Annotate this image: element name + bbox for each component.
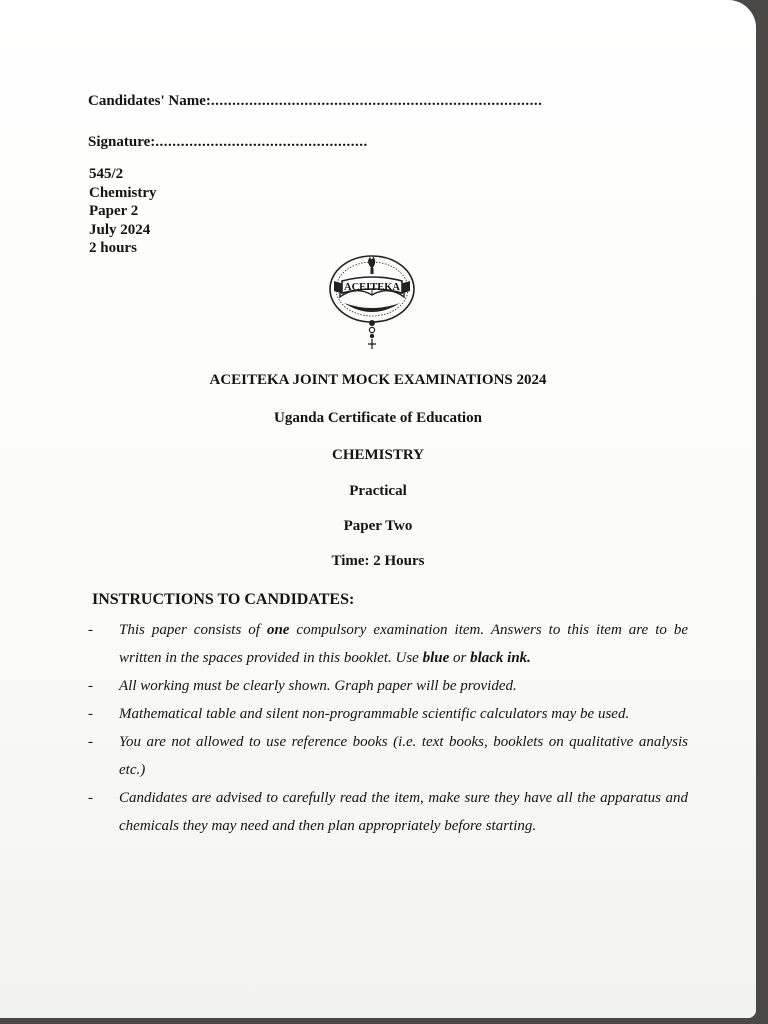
- paper-number: Paper 2: [89, 203, 139, 219]
- logo-text: ACEITEKA: [343, 282, 401, 293]
- instruction-text: Mathematical table and silent non-programmable scientific calculators may be used.: [119, 706, 630, 722]
- instruction-item: [88, 700, 688, 728]
- paper-code: 545/2: [89, 166, 124, 182]
- bullet-dash: -: [88, 734, 93, 750]
- instruction-text: compulsory examination item. Answers to this item are to be written in the spaces provided in this booklet. Use: [119, 622, 688, 666]
- instruction-text: or: [449, 650, 471, 666]
- candidate-name-field: [88, 93, 542, 110]
- time-allowed: Time: 2 Hours: [331, 553, 425, 569]
- bullet-dash: -: [88, 790, 93, 806]
- instruction-text: This paper consists of: [119, 622, 267, 638]
- instruction-item: [88, 728, 688, 784]
- bullet-dash: -: [88, 678, 93, 694]
- signature-dots: ..................................................: [155, 134, 368, 150]
- certificate-title: Uganda Certificate of Education: [274, 410, 482, 426]
- instruction-emphasis: one: [266, 622, 290, 638]
- instruction-item: [88, 784, 688, 840]
- candidate-name-label: Candidates' Name:: [88, 93, 211, 109]
- instructions-list: [88, 616, 688, 840]
- exam-title: ACEITEKA JOINT MOCK EXAMINATIONS 2024: [209, 372, 547, 388]
- aceiteka-logo: [326, 251, 418, 351]
- paper-subject: Chemistry: [89, 184, 157, 201]
- instruction-item: [88, 616, 688, 672]
- signature-field: [88, 134, 368, 151]
- paper-name: Paper Two: [343, 518, 413, 534]
- paper-date: July 2024: [89, 221, 151, 238]
- instruction-emphasis: black ink.: [470, 650, 531, 666]
- instruction-text: All working must be clearly shown. Graph paper will be provided.: [119, 678, 517, 694]
- instruction-item: [88, 672, 688, 700]
- instruction-text: Candidates are advised to carefully read the item, make sure they have all the apparatus and chemicals they may need and then plan appropriately before starting.: [119, 790, 688, 834]
- subject-title: CHEMISTRY: [332, 447, 424, 463]
- instruction-text: You are not allowed to use reference books (i.e. text books, booklets on qualitative analysis etc.): [119, 734, 688, 778]
- paper-meta: [89, 165, 157, 258]
- instruction-emphasis: blue: [422, 650, 450, 666]
- instructions-title: INSTRUCTIONS TO CANDIDATES:: [92, 591, 355, 608]
- signature-label: Signature:: [88, 134, 156, 150]
- bullet-dash: -: [88, 706, 93, 722]
- paper-duration: 2 hours: [89, 240, 137, 256]
- candidate-name-dots: ..............................................................................: [210, 93, 543, 109]
- bullet-dash: -: [88, 622, 93, 638]
- paper-type: Practical: [349, 483, 407, 499]
